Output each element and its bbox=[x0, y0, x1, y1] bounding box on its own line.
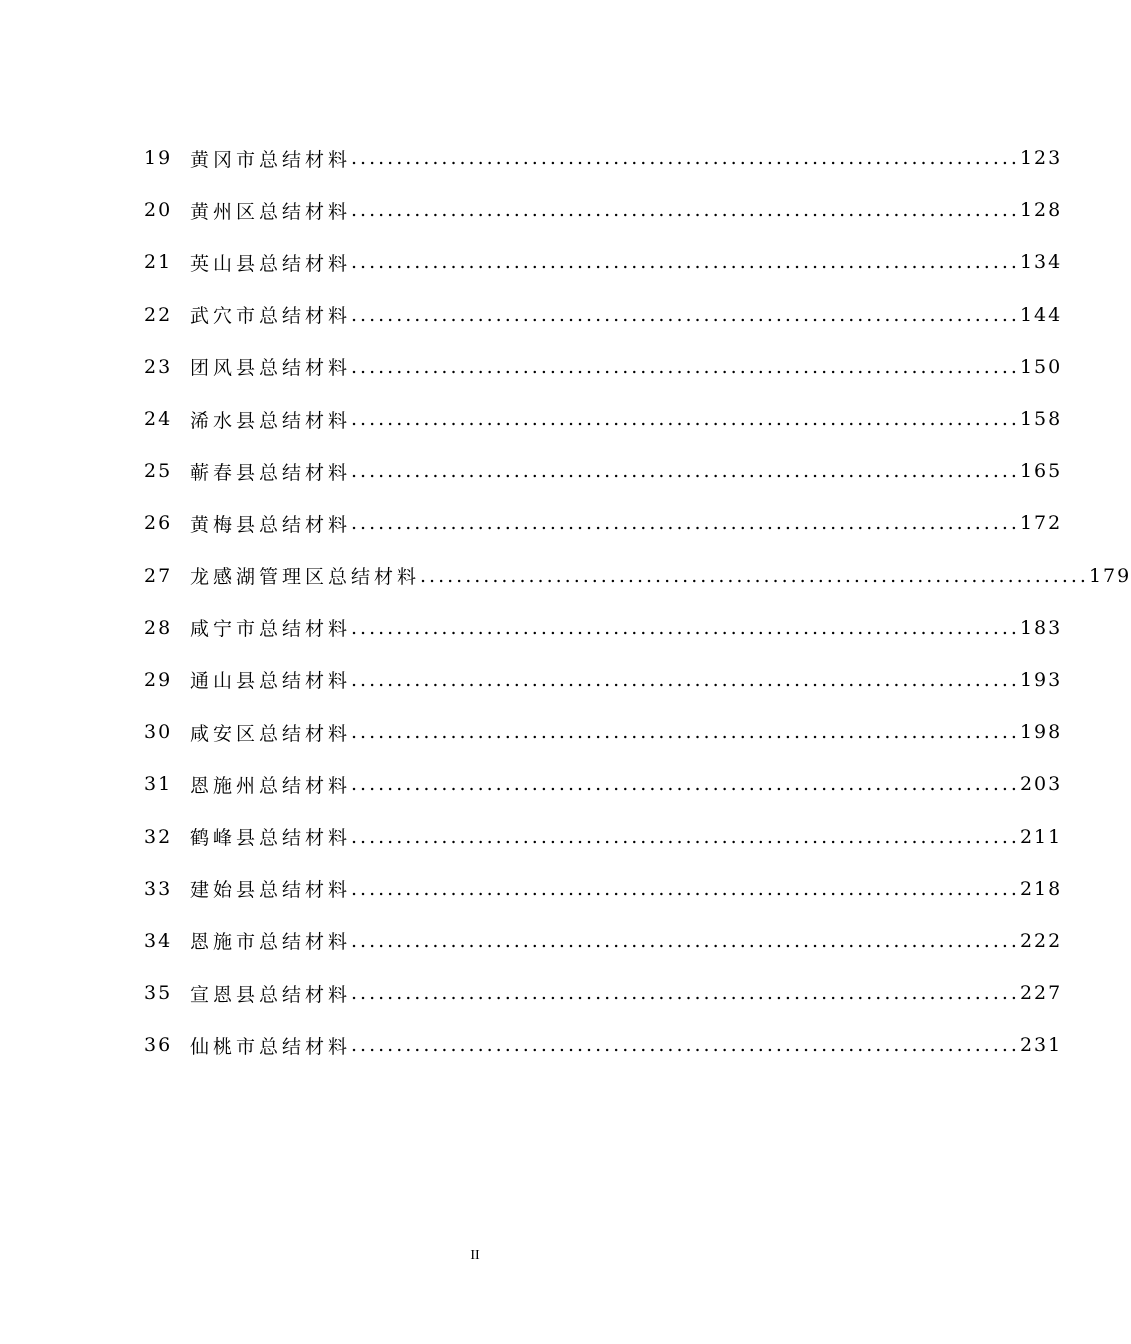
entry-title: 黄梅县总结材料 bbox=[190, 513, 352, 536]
entry-title: 黄州区总结材料 bbox=[190, 200, 352, 223]
entry-title: 恩施市总结材料 bbox=[190, 931, 352, 954]
entry-number: 33 bbox=[144, 877, 173, 900]
entry-page: 158 bbox=[1019, 408, 1063, 431]
entry-title: 咸宁市总结材料 bbox=[190, 618, 352, 641]
entry-number: 28 bbox=[144, 616, 173, 639]
dot-leader: .......................................................................... bbox=[351, 877, 1020, 900]
toc-entry[interactable] bbox=[144, 393, 1063, 445]
entry-page: 144 bbox=[1019, 303, 1063, 326]
dot-leader: .......................................................................... bbox=[351, 512, 1020, 535]
toc-entry[interactable] bbox=[144, 706, 1063, 758]
toc-entry[interactable] bbox=[144, 810, 1063, 862]
table-of-contents bbox=[144, 132, 1131, 1071]
entry-title: 团风县总结材料 bbox=[190, 357, 352, 380]
toc-entry[interactable] bbox=[144, 289, 1063, 341]
dot-leader: .......................................................................... bbox=[351, 303, 1020, 326]
dot-leader: .......................................................................... bbox=[351, 355, 1020, 378]
entry-page: 198 bbox=[1019, 721, 1063, 744]
toc-entry[interactable] bbox=[144, 184, 1063, 236]
dot-leader: .......................................................................... bbox=[351, 668, 1020, 691]
toc-entry[interactable] bbox=[144, 967, 1063, 1019]
dot-leader: .......................................................................... bbox=[351, 825, 1020, 848]
entry-number: 26 bbox=[144, 512, 173, 535]
toc-entry[interactable] bbox=[144, 758, 1063, 810]
entry-page: 231 bbox=[1019, 1034, 1063, 1057]
entry-page: 134 bbox=[1019, 251, 1063, 274]
entry-number: 24 bbox=[144, 408, 173, 431]
entry-number: 34 bbox=[144, 929, 173, 952]
toc-entry[interactable] bbox=[144, 1019, 1063, 1071]
entry-title: 宣恩县总结材料 bbox=[190, 983, 352, 1006]
toc-entry[interactable] bbox=[144, 236, 1063, 288]
entry-number: 23 bbox=[144, 355, 173, 378]
entry-page: 211 bbox=[1019, 825, 1063, 848]
dot-leader: .......................................................................... bbox=[351, 773, 1020, 796]
entry-title: 恩施州总结材料 bbox=[190, 774, 352, 797]
toc-entry[interactable] bbox=[144, 132, 1063, 184]
entry-page: 183 bbox=[1019, 616, 1063, 639]
entry-page: 165 bbox=[1019, 460, 1063, 483]
dot-leader: .......................................................................... bbox=[351, 616, 1020, 639]
entry-page: 128 bbox=[1019, 199, 1063, 222]
entry-title: 黄冈市总结材料 bbox=[190, 148, 352, 171]
entry-number: 19 bbox=[144, 147, 173, 170]
entry-number: 29 bbox=[144, 668, 173, 691]
entry-number: 25 bbox=[144, 460, 173, 483]
dot-leader: .......................................................................... bbox=[351, 251, 1020, 274]
entry-page: 227 bbox=[1019, 982, 1063, 1005]
entry-title: 武穴市总结材料 bbox=[190, 305, 352, 328]
toc-entry[interactable] bbox=[144, 602, 1063, 654]
entry-title: 英山县总结材料 bbox=[190, 252, 352, 275]
entry-title: 蕲春县总结材料 bbox=[190, 461, 352, 484]
dot-leader: .......................................................................... bbox=[351, 1034, 1020, 1057]
entry-number: 22 bbox=[144, 303, 173, 326]
entry-title: 龙感湖管理区总结材料 bbox=[190, 566, 421, 589]
entry-number: 32 bbox=[144, 825, 173, 848]
toc-entry[interactable] bbox=[144, 915, 1063, 967]
entry-title: 通山县总结材料 bbox=[190, 670, 352, 693]
entry-title: 咸安区总结材料 bbox=[190, 722, 352, 745]
entry-number: 21 bbox=[144, 251, 173, 274]
toc-entry[interactable] bbox=[144, 654, 1063, 706]
entry-number: 20 bbox=[144, 199, 173, 222]
entry-title: 建始县总结材料 bbox=[190, 879, 352, 902]
dot-leader: .......................................................................... bbox=[351, 982, 1020, 1005]
page-number: II bbox=[470, 1248, 480, 1263]
entry-title: 鹤峰县总结材料 bbox=[190, 827, 352, 850]
entry-number: 31 bbox=[144, 773, 173, 796]
entry-page: 179 bbox=[1088, 564, 1131, 587]
toc-entry[interactable] bbox=[144, 445, 1063, 497]
toc-entry[interactable] bbox=[144, 550, 1131, 602]
dot-leader: .......................................................................... bbox=[351, 460, 1020, 483]
dot-leader: .......................................................................... bbox=[351, 408, 1020, 431]
entry-number: 27 bbox=[144, 564, 173, 587]
dot-leader: .......................................................................... bbox=[351, 929, 1020, 952]
dot-leader: .......................................................................... bbox=[351, 721, 1020, 744]
entry-number: 30 bbox=[144, 721, 173, 744]
dot-leader: .......................................................................... bbox=[351, 199, 1020, 222]
entry-page: 150 bbox=[1019, 355, 1063, 378]
entry-page: 193 bbox=[1019, 668, 1063, 691]
entry-page: 203 bbox=[1019, 773, 1063, 796]
dot-leader: .......................................................................... bbox=[351, 147, 1020, 170]
entry-number: 35 bbox=[144, 982, 173, 1005]
entry-page: 218 bbox=[1019, 877, 1063, 900]
dot-leader: .......................................................................... bbox=[420, 564, 1089, 587]
entry-title: 浠水县总结材料 bbox=[190, 409, 352, 432]
entry-page: 123 bbox=[1019, 147, 1063, 170]
entry-page: 172 bbox=[1019, 512, 1063, 535]
entry-page: 222 bbox=[1019, 929, 1063, 952]
entry-number: 36 bbox=[144, 1034, 173, 1057]
toc-entry[interactable] bbox=[144, 497, 1063, 549]
toc-entry[interactable] bbox=[144, 341, 1063, 393]
entry-title: 仙桃市总结材料 bbox=[190, 1035, 352, 1058]
toc-entry[interactable] bbox=[144, 863, 1063, 915]
